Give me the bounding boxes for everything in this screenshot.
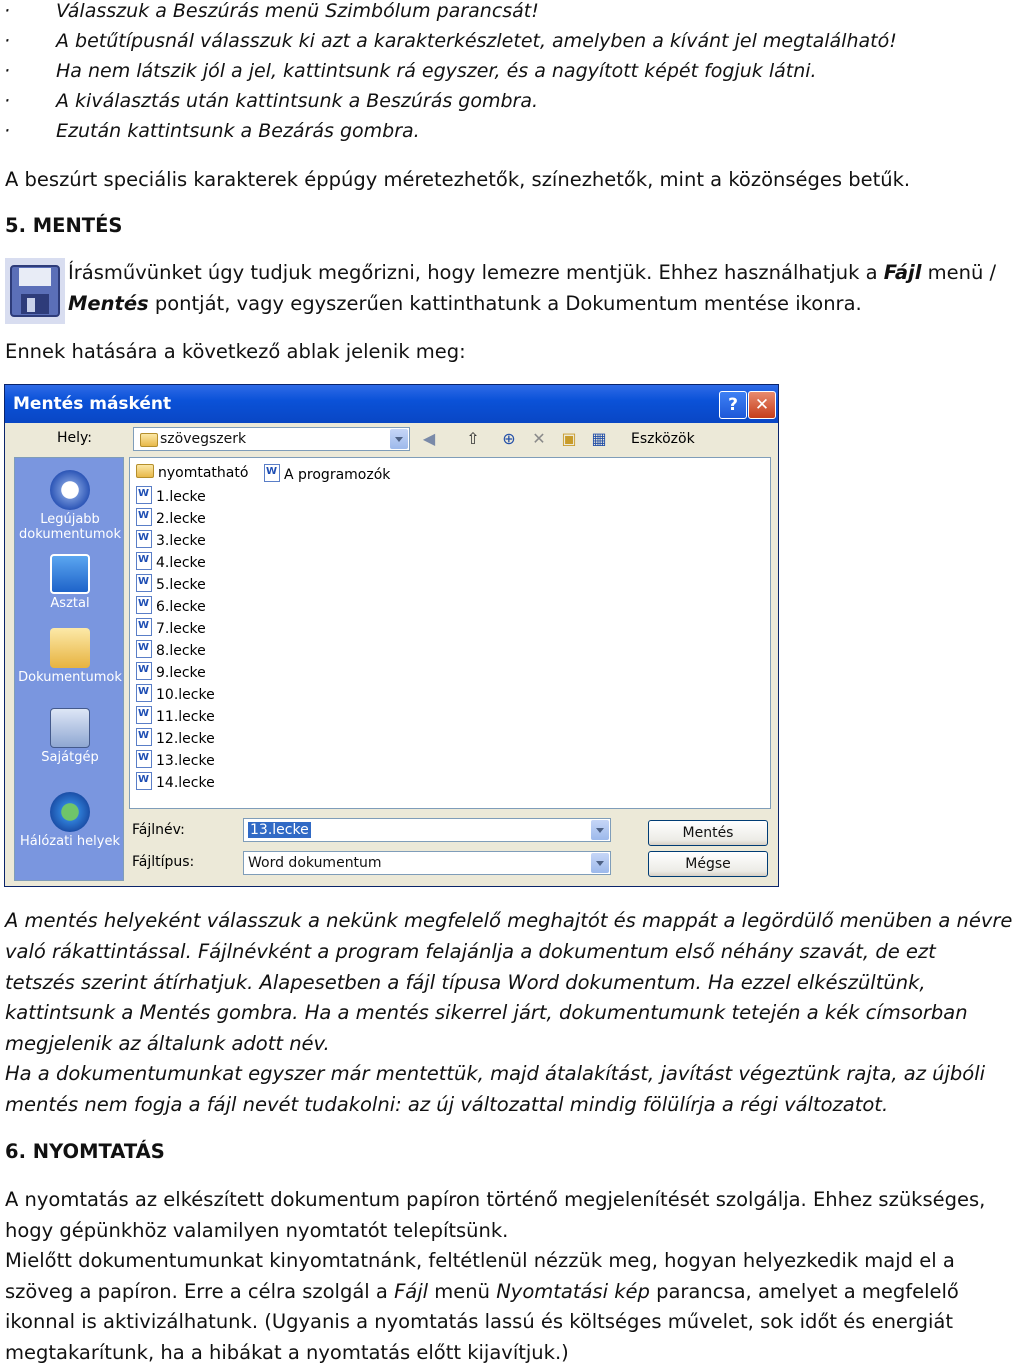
word-doc-icon [136,750,152,768]
italic-line: kattintsunk a Mentés gombra. Ha a mentés sikerrel járt, dokumentumunk tetején a kék címsorban [5,1001,968,1024]
print-line: A nyomtatás az elkészített dokumentum papíron történő megjelenítését szolgálja. Ehhez szükséges, [5,1188,986,1211]
place-network[interactable] [15,792,125,849]
list-item[interactable] [136,530,206,548]
save-intro-text: Írásművünket úgy tudjuk megőrizni, hogy lemezre mentjük. Ehhez használhatjuk a [68,261,884,284]
heading-save: 5. MENTÉS [5,214,123,237]
list-item[interactable] [136,596,206,614]
list-item[interactable] [136,706,215,724]
bullet-text: Válasszuk a Beszúrás menü Szimbólum parancsát! [56,0,539,22]
file-list[interactable] [129,457,771,809]
place-label: Dokumentumok [18,670,122,685]
place-label: Sajátgép [41,750,99,765]
filetype-label: Fájltípus: [132,854,195,870]
bullet-item [4,30,904,56]
word-doc-icon [136,530,152,548]
folder-icon [140,433,158,447]
save-intro-text: pontját, vagy egyszerűen kattinthatunk a Dokumentum mentése ikonra. [148,292,862,315]
print-line [5,1277,959,1308]
bullet-item [4,0,904,26]
views-icon[interactable]: ▦ [591,429,607,448]
bullet-text: Ezután kattintsunk a Bezárás gombra. [56,120,420,142]
cancel-button[interactable]: Mégse [648,851,768,877]
list-item[interactable] [136,618,206,636]
italic-line: mentés nem fogja a fájl nevét tudakolni: az új változattal mindig fölülírja a régi változatot. [5,1093,889,1116]
place-label: Asztal [50,596,90,611]
italic-line: Ha a dokumentumunkat egyszer már mentettük, majd átalakítást, javítást végeztünk rajta, az újbóli [5,1062,986,1085]
bullet-mark: · [4,0,11,22]
print-preview-command: Nyomtatási kép [496,1280,650,1303]
desktop-icon [50,554,90,594]
save-intro-line1 [68,258,996,289]
filename-value: 13.lecke [250,822,309,838]
file-name: A programozók [284,467,391,483]
clock-icon [50,470,90,510]
file-name: 11.lecke [156,709,215,725]
file-name: 2.lecke [156,511,206,527]
italic-line: való rákattintással. Fájlnévként a program felajánlja a dokumentum első néhány szavát, de ezt [5,940,936,963]
file-name: 8.lecke [156,643,206,659]
place-documents[interactable] [15,628,125,685]
bullet-text: Ha nem látszik jól a jel, kattintsunk rá egyszer, és a nagyított képét fogjuk látni. [56,60,817,82]
new-folder-icon[interactable]: ▣ [561,429,577,448]
bullet-mark: · [4,90,11,112]
bullet-item [4,60,904,86]
file-name: 9.lecke [156,665,206,681]
list-item[interactable] [136,684,215,702]
word-doc-icon [264,464,280,482]
place-label: Hálózati helyek [19,834,120,849]
word-doc-icon [136,728,152,746]
place-label: Legújabb dokumentumok [19,512,121,542]
save-as-dialog [4,384,779,887]
file-name: 6.lecke [156,599,206,615]
file-name: 1.lecke [156,489,206,505]
print-text: menü [428,1280,497,1303]
list-item[interactable] [136,552,206,570]
up-folder-icon[interactable]: ⇧ [466,429,480,448]
computer-icon [50,708,90,748]
word-doc-icon [136,662,152,680]
delete-icon[interactable]: ✕ [532,429,546,448]
list-item[interactable] [136,662,206,680]
italic-line: megjelenik az általunk adott név. [5,1032,330,1055]
print-line: Mielőtt dokumentumunkat kinyomtatnánk, feltétlenül nézzük meg, hogyan helyezkedik majd el a [5,1249,955,1272]
file-name: nyomtatható [158,465,249,481]
close-button[interactable]: ✕ [748,391,776,419]
list-item[interactable] [136,486,206,504]
list-item[interactable] [136,574,206,592]
dialog-titlebar [5,385,778,423]
print-line: hogy gépünkhöz valamilyen nyomtatót telepítsünk. [5,1219,509,1242]
italic-line: A mentés helyeként válasszuk a nekünk megfelelő meghajtót és mappát a legördülő menüben a névre [5,909,1012,932]
save-intro-line2 [68,289,862,320]
heading-print: 6. NYOMTATÁS [5,1140,165,1163]
print-line: megtakarítunk, ha a hibákat a nyomtatás előtt kijavítjuk.) [5,1341,569,1364]
network-globe-icon [50,792,90,832]
save-intro-save-item: Mentés [68,292,149,315]
file-name: 10.lecke [156,687,215,703]
file-name: 12.lecke [156,731,215,747]
save-button[interactable]: Mentés [648,820,768,846]
print-line: ikonnal is aktivizálhatunk. (Ugyanis a nyomtatás lassú és költséges művelet, sok időt és energiát [5,1310,953,1333]
list-item[interactable] [136,772,215,790]
file-name: 3.lecke [156,533,206,549]
filetype-value: Word dokumentum [248,855,382,871]
list-item[interactable] [136,640,206,658]
save-intro-text: menü / [921,261,997,284]
save-intro-file-menu: Fájl [883,261,922,284]
location-combo[interactable] [133,427,410,451]
list-item[interactable] [136,464,248,482]
word-doc-icon [136,552,152,570]
chevron-down-icon[interactable] [591,853,609,873]
place-recent[interactable] [15,470,125,542]
chevron-down-icon[interactable] [591,820,609,840]
bullet-mark: · [4,120,11,142]
help-button[interactable]: ? [719,391,747,419]
list-item[interactable] [136,750,215,768]
place-desktop[interactable] [15,554,125,611]
back-icon[interactable]: ◀ [422,429,436,448]
filetype-select[interactable] [243,851,611,875]
filename-label: Fájlnév: [132,822,185,838]
word-doc-icon [136,596,152,614]
floppy-disk-icon [5,258,65,324]
paragraph-window: Ennek hatására a következő ablak jelenik meg: [5,340,466,363]
places-bar [14,457,124,881]
word-doc-icon [136,684,152,702]
print-text: parancsa, amelyet a megfelelő [649,1280,959,1303]
file-name: 4.lecke [156,555,206,571]
documents-folder-icon [50,628,90,668]
print-file-menu: Fájl [394,1280,429,1303]
list-item[interactable] [136,508,206,526]
tools-menu[interactable]: Eszközök [631,431,695,447]
bullet-item [4,90,904,116]
word-doc-icon [136,508,152,526]
search-web-icon[interactable]: ⊕ [502,429,516,448]
bullet-mark: · [4,30,11,52]
bullet-mark: · [4,60,11,82]
location-label: Hely: [57,430,93,446]
bullet-text: A kiválasztás után kattintsunk a Beszúrás gombra. [56,90,539,112]
file-name: 13.lecke [156,753,215,769]
italic-line: tetszés szerint átírhatjuk. Alapesetben a fájl típusa Word dokumentum. Ha ezzel elkészültünk, [5,971,926,994]
word-doc-icon [136,706,152,724]
list-item[interactable] [264,464,390,482]
print-text: szöveg a papíron. Erre a célra szolgál a [5,1280,395,1303]
folder-icon [136,464,154,478]
file-name: 7.lecke [156,621,206,637]
dialog-title: Mentés másként [13,394,172,414]
chevron-down-icon[interactable] [390,429,408,449]
file-name: 5.lecke [156,577,206,593]
word-doc-icon [136,772,152,790]
place-my-computer[interactable] [15,708,125,765]
list-item[interactable] [136,728,215,746]
file-name: 14.lecke [156,775,215,791]
word-doc-icon [136,486,152,504]
word-doc-icon [136,640,152,658]
bullet-item [4,120,904,146]
paragraph-special-chars: A beszúrt speciális karakterek éppúgy méretezhetők, színezhetők, mint a közönséges betűk. [5,168,911,191]
word-doc-icon [136,574,152,592]
bullet-text: A betűtípusnál válasszuk ki azt a karakterkészletet, amelyben a kívánt jel megtalálható! [56,30,897,52]
word-doc-icon [136,618,152,636]
location-value: szövegszerk [160,431,247,447]
filename-field[interactable] [243,818,611,842]
